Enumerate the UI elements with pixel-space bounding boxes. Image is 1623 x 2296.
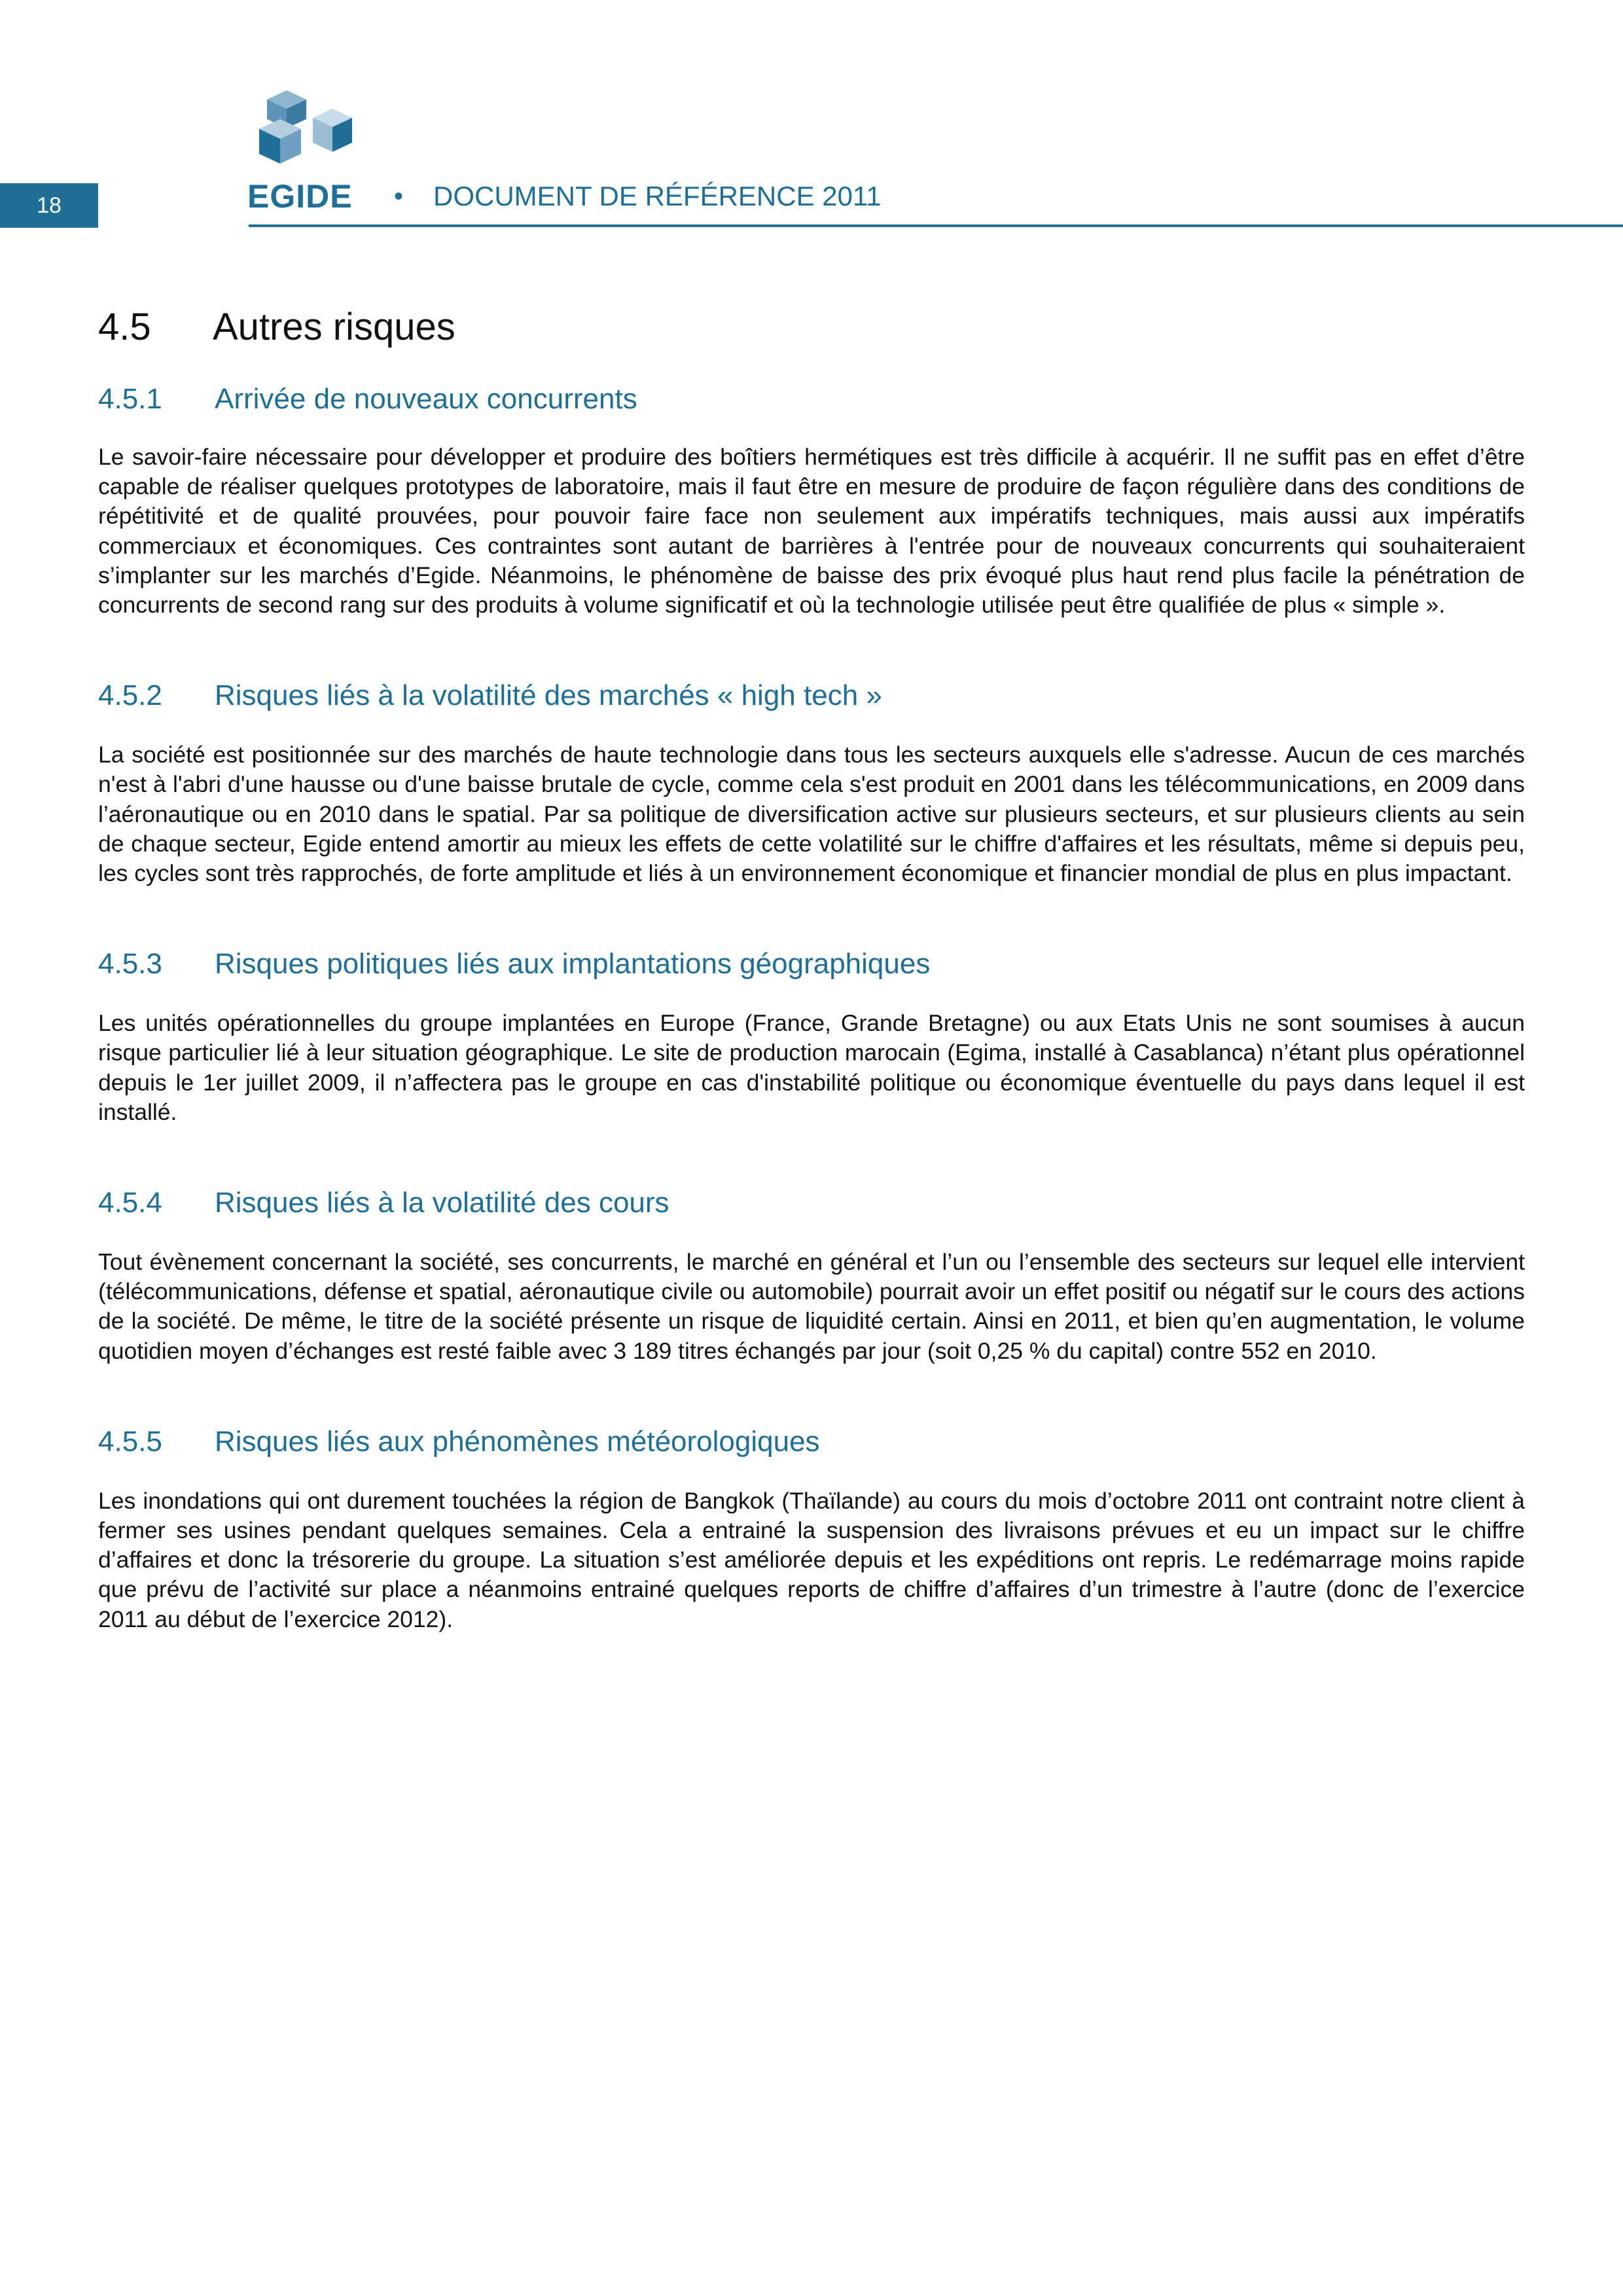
page-content <box>98 301 1525 1634</box>
subsection-heading <box>98 380 1525 419</box>
subsection-number: 4.5.5 <box>98 1425 162 1458</box>
subsection-paragraph: Le savoir-faire nécessaire pour développer et produire des boîtiers hermétiques est très difficile à acquérir. Il ne suffit pas en effet d’être capable de réaliser quelques prototypes de laboratoire, mais il faut être en mesure de produire de façon régulière dans des conditions de répétitivité et de qualité prouvées, pour pouvoir faire face non seulement aux impératifs techniques, mais aussi aux impératifs commerciaux et économiques. Ces contraintes sont autant de barrières à l'entrée pour de nouveaux concurrents qui souhaiteraient s’implanter sur les marchés d’Egide. Néanmoins, le phénomène de baisse des prix évoqué plus haut rend plus facile la pénétration de concurrents de second rang sur des produits à volume significatif et où la technologie utilisée peut être qualifiée de plus « simple ». <box>98 444 1525 619</box>
subsection-number: 4.5.1 <box>98 383 162 415</box>
section-number: 4.5 <box>98 306 151 348</box>
subsection-paragraph: Tout évènement concernant la société, ses concurrents, le marché en général et l’un ou l’ensemble des secteurs sur lequel elle intervient (télécommunications, défense et spatial, aéronautique civile ou automobile) pourrait avoir un effet positif ou négatif sur le cours des actions de la société. De même, le titre de la société présente un risque de liquidité certain. Ainsi en 2011, et bien qu’en augmentation, le volume quotidien moyen d’échanges est resté faible avec 3 189 titres échangés par jour (soit 0,25 % du capital) contre 552 en 2010. <box>98 1249 1525 1364</box>
subsection-title: Risques liés aux phénomènes météorologiques <box>215 1425 820 1458</box>
subsection-paragraph: La société est positionnée sur des marchés de haute technologie dans tous les secteurs auxquels elle s'adresse. Aucun de ces marchés n'est à l'abri d'une hausse ou d'une baisse brutale de cycle, comme cela s'est produit en 2001 dans les télécommunications, en 2009 dans l’aéronautique ou en 2010 dans le spatial. Par sa politique de diversification active sur plusieurs secteurs, et sur plusieurs clients au sein de chaque secteur, Egide entend amortir au mieux les effets de cette volatilité sur le chiffre d'affaires et les résultats, même si depuis peu, les cycles sont très rapprochés, de forte amplitude et liés à un environnement économique et financier mondial de plus en plus impactant. <box>98 742 1525 887</box>
subsection-4-5-5 <box>98 1422 1525 1634</box>
subsection-number: 4.5.4 <box>98 1187 162 1219</box>
subsection-number: 4.5.2 <box>98 679 162 712</box>
section-title: Autres risques <box>213 306 455 348</box>
subsection-title: Risques liés à la volatilité des marchés « high tech » <box>215 679 882 712</box>
document-title: DOCUMENT DE RÉFÉRENCE 2011 <box>433 181 882 211</box>
page-number: 18 <box>0 183 98 228</box>
subsection-paragraph: Les unités opérationnelles du groupe implantées en Europe (France, Grande Bretagne) ou aux Etats Unis ne sont soumises à aucun risque particulier lié à leur situation géographique. Le site de production marocain (Egima, installé à Casablanca) n’étant plus opérationnel depuis le 1er juillet 2009, il n’affectera pas le groupe en cas d'instabilité politique ou économique éventuelle du pays dans lequel il est installé. <box>98 1010 1525 1125</box>
subsection-4-5-3 <box>98 944 1525 1127</box>
subsection-paragraph: Les inondations qui ont durement touchées la région de Bangkok (Thaïlande) au cours du mois d’octobre 2011 ont contraint notre client à fermer ses usines pendant quelques semaines. Cela a entrainé la suspension des livraisons prévues et eu un impact sur le chiffre d’affaires et donc la trésorerie du groupe. La situation s’est améliorée depuis et les expéditions ont repris. Le redémarrage moins rapide que prévu de l’activité sur place a néanmoins entrainé quelques reports de chiffre d’affaires d’un trimestre à l’autre (donc de l’exercice 2011 au début de l’exercice 2012). <box>98 1487 1525 1632</box>
subsection-title: Risques politiques liés aux implantations géographiques <box>215 948 931 980</box>
subsection-heading <box>98 1183 1525 1223</box>
subsection-heading <box>98 1422 1525 1462</box>
subsection-title: Risques liés à la volatilité des cours <box>215 1187 669 1219</box>
brand-name: EGIDE <box>247 178 353 215</box>
section-heading <box>98 301 1525 353</box>
subsection-heading <box>98 944 1525 984</box>
subsection-4-5-1 <box>98 380 1525 620</box>
subsection-heading <box>98 676 1525 715</box>
header-divider <box>249 224 1623 227</box>
subsection-number: 4.5.3 <box>98 948 162 980</box>
subsection-title: Arrivée de nouveaux concurrents <box>215 383 637 415</box>
subsection-4-5-4 <box>98 1183 1525 1366</box>
subsection-4-5-2 <box>98 676 1525 888</box>
header-bullet: • <box>394 182 404 211</box>
